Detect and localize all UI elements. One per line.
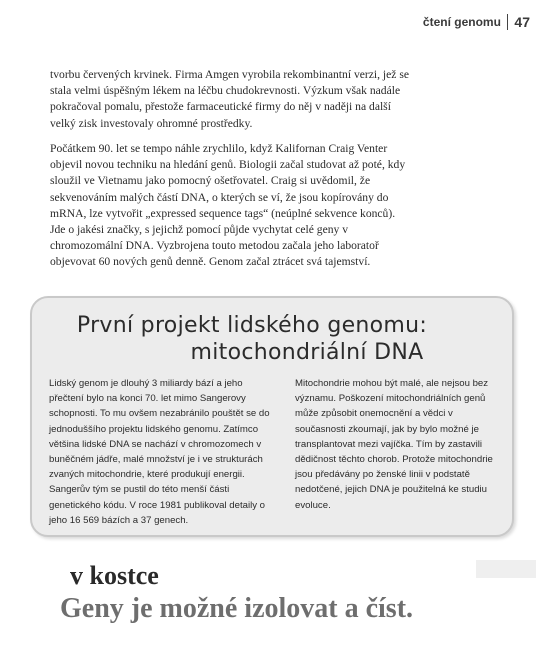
paragraph-text: Počátkem 90. let se tempo náhle zrychlilo, když Kalifornan Craig Venter objevil novou techniku na hledání genů. Biologii začal studovat až poté, kdy sloužil ve Vietnamu jako pomocný ošetřovatel. Craig si uvědomil, že sekvenováním malých částí DNA, o kterých se ví, že jsou kopírovány do mRNA, lze vytvořit „expressed sequence tags“ (neúplné sekvence konců). Jde o jakési značky, s jejichž pomocí půjde vychytat celé geny v chromozomální DNA. Vyzbrojena touto metodou začala jeho laboratoř objevovat 60 nových genů denně. Genom začal ztrácet svá tajemství. <box>50 142 406 269</box>
box-left-column: Lidský genom je dlouhý 3 miliardy bází a jeho přečtení bylo na konci 70. let mimo Sangerovy schopnosti. To mu ovšem nezabránilo pouštět se do jednoduššího projektu lidského genomu. Zatímco většina lidské DNA se nachází v chromozomech v buněčném jádře, malé množství je i ve strukturách zvaných mitochondrie, které produkují energii. Sangerův tým se pustil do této menší části genetického kódu. V roce 1981 publikoval detaily o jeho 16 569 bázích a 37 genech. <box>49 378 270 526</box>
summary-heading: v kostce <box>70 561 159 590</box>
box-right-column: Mitochondrie mohou být malé, ale nejsou bez významu. Poškození mitochondriálních genů může způsobit onemocnění a vědci v současnosti zkoumají, jak by bylo možné je transplantovat mezi vajíčka. Tím by zastavili dědičnost těchto chorob. Protože mitochondrie jsou předávány po ženské linii v podstatě nedotčené, jejich DNA je použitelná ke studiu evoluce. <box>295 378 493 511</box>
box-title <box>32 312 512 366</box>
summary-text: Geny je možné izolovat a číst. <box>60 593 414 624</box>
decorative-block <box>476 560 536 578</box>
paragraph-text: tvorbu červených krvinek. Firma Amgen vyrobila rekombinantní verzi, jež se stala velmi úspěšným lékem na léčbu chudokrevnosti. Výzkum však nadále pokračoval pomalu, přestože farmaceutické firmy do něj v naději na další velký zisk investovaly ohromné prostředky. <box>50 68 409 130</box>
body-paragraph-2 <box>50 141 410 271</box>
box-title-line-1: První projekt lidského genomu: <box>76 313 428 338</box>
section-title: čtení genomu <box>422 15 501 29</box>
box-title-line-2: mitochondriální DNA <box>190 340 424 365</box>
page-header <box>423 14 530 30</box>
sidebar-box <box>30 296 514 537</box>
header-divider <box>507 14 509 30</box>
body-paragraph-1 <box>50 67 410 132</box>
page-number: 47 <box>514 14 530 30</box>
